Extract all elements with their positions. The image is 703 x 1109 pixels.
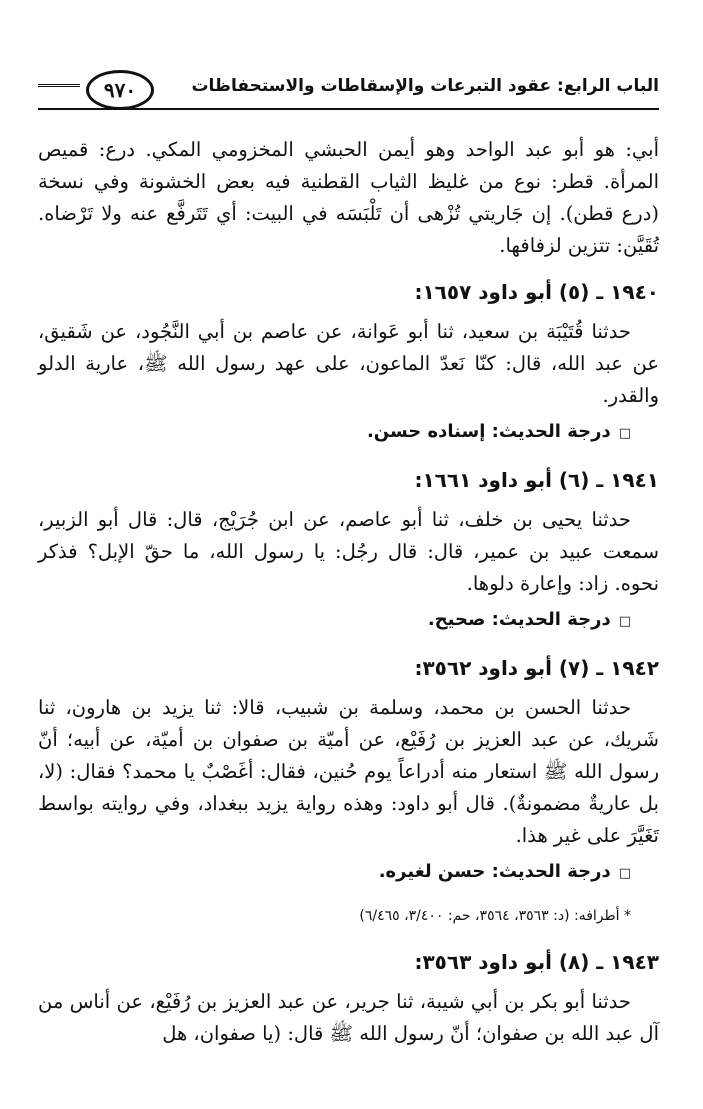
- page-number-badge: [86, 70, 154, 110]
- ornament-rule: [38, 84, 80, 87]
- chapter-title: الباب الرابع: عقود التبرعات والإسقاطات والاستحفاظات: [191, 76, 659, 96]
- hadith-heading: ١٩٤٠ ـ (٥) أبو داود ١٦٥٧:: [414, 280, 659, 304]
- hadith-1940: [38, 276, 659, 450]
- hadith-heading: ١٩٤٢ ـ (٧) أبو داود ٣٥٦٢:: [414, 656, 659, 680]
- grade-text: درجة الحديث: إسناده حسن.: [366, 421, 611, 442]
- glossary-paragraph: أبي: هو أبو عبد الواحد وهو أيمن الحبشي المخزومي المكي. درع: قميص المرأة. قطر: نوع من غليظ الثياب القطنية فيه بعض الخشونة وفي نسخة (درع قطن). إن جَاريتي تُزْهى أن تَلْبَسَه في البيت: أي تَتَرفَّع عنه ولا تَرْضاه. تُقَيَّن: تتزين لزفافها.: [38, 138, 659, 257]
- hadith-text: حدثنا قُتَيْبَة بن سعيد، ثنا أبو عَوانة، عن عاصم بن أبي النَّجُود، عن شَقيق، عن عبد الله، قال: كنّا نَعدّ الماعون، على عهد رسول الله ﷺ، عارية الدلو والقدر.: [38, 320, 659, 407]
- running-header: [38, 66, 659, 114]
- hadith-heading: ١٩٤٣ ـ (٨) أبو داود ٣٥٦٣:: [414, 950, 659, 974]
- square-bullet-icon: □: [618, 866, 631, 881]
- atraf-note: * أطرافه: (د: ٣٥٦٣، ٣٥٦٤، حم: ٣/٤٠٠، ٦/٤٦٥): [359, 908, 631, 924]
- hadith-1941: [38, 464, 659, 638]
- hadith-text: حدثنا أبو بكر بن أبي شيبة، ثنا جرير، عن عبد العزيز بن رُفَيْع، عن أناس من آل عبد الله بن صفوان؛ أنّ رسول الله ﷺ قال: (يا صفوان، هل: [38, 990, 659, 1045]
- square-bullet-icon: □: [618, 614, 631, 629]
- hadith-1942: [38, 652, 659, 932]
- page-body: [38, 134, 659, 1050]
- hadith-heading: ١٩٤١ ـ (٦) أبو داود ١٦٦١:: [414, 468, 659, 492]
- hadith-grade: [38, 604, 631, 638]
- hadith-text: حدثنا الحسن بن محمد، وسلمة بن شبيب، قالا: ثنا يزيد بن هارون، ثنا شَريك، عن عبد العزيز بن رُفَيْع، عن أميّة بن صفوان بن أميّة، عن أبيه؛ أنّ رسول الله ﷺ استعار منه أدراعاً يوم حُنين، فقال: أغَصْبٌ يا محمد؟ فقال: (لا، بل عاريةٌ مضمونةٌ). قال أبو داود: وهذه رواية يزيد ببغداد، وفي روايته بواسط تَغَيَّرَ على غير هذا.: [38, 696, 659, 847]
- grade-text: درجة الحديث: حسن لغيره.: [378, 861, 611, 882]
- hadith-grade: [38, 416, 631, 450]
- square-bullet-icon: □: [618, 426, 631, 441]
- hadith-1943: [38, 946, 659, 1050]
- grade-text: درجة الحديث: صحيح.: [427, 609, 611, 630]
- hadith-grade: [38, 856, 631, 890]
- page-number: ٩٧٠: [103, 78, 137, 102]
- header-rule: [38, 108, 659, 110]
- hadith-text: حدثنا يحيى بن خلف، ثنا أبو عاصم، عن ابن جُرَيْج، قال: قال أبو الزبير، سمعت عبيد بن عمير، قال: قال رجُل: يا رسول الله، ما حقّ الإبل؟ فذكر نحوه. زاد: وإعارة دلوها.: [38, 508, 659, 595]
